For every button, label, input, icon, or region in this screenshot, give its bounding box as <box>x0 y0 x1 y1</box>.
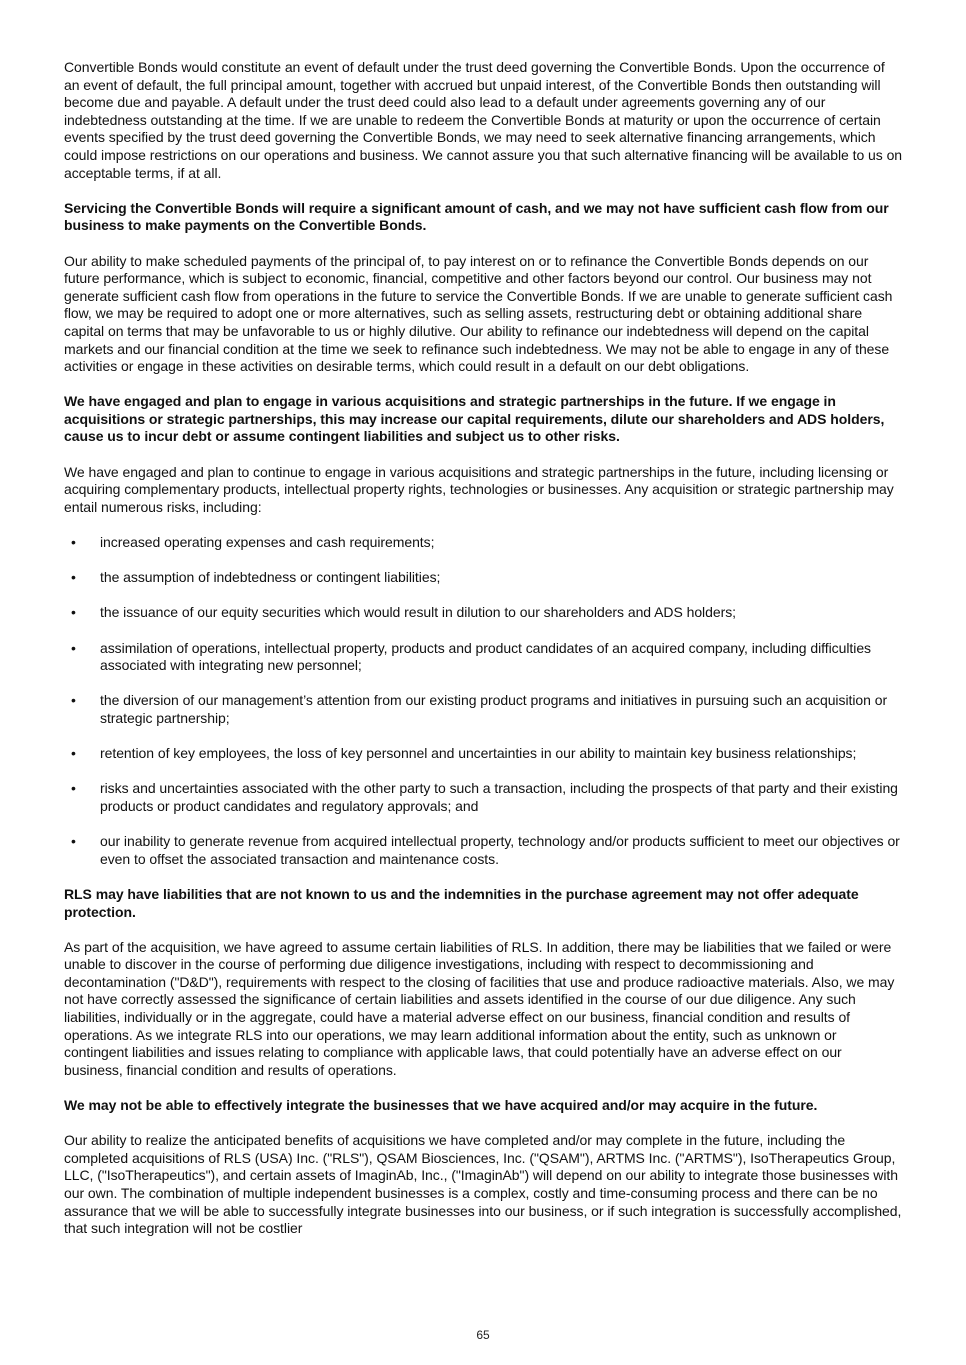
list-item <box>64 569 904 587</box>
risk-heading-integration: We may not be able to effectively integrate the businesses that we have acquired and/or may acquire in the future. <box>64 1097 818 1114</box>
bullet-icon: • <box>71 534 76 551</box>
list-item-text: risks and uncertainties associated with the other party to such a transaction, including the prospects of that party and their existing products or product candidates and regulatory approvals; and <box>100 780 898 814</box>
bullet-icon: • <box>71 833 76 850</box>
list-item-text: increased operating expenses and cash requirements; <box>100 534 435 551</box>
body-paragraph-5: Our ability to realize the anticipated benefits of acquisitions we have completed and/or may complete in the future, including the completed acquisitions of RLS (USA) Inc. ("RLS"), QSAM Biosciences, Inc. ("QSAM"), ARTMS Inc. ("ARTMS"), IsoTherapeutics Group, LLC, ("IsoTherapeutics"), and certain assets of ImaginAb, Inc., ("ImaginAb") will depend on our ability to integrate those businesses with our own. The combination of multiple independent businesses is a complex, costly and time-consuming process and there can be no assurance that we will be able to successfully integrate businesses into our business, or if such integration is successfully accomplished, that such integration will not be costlier <box>64 1132 902 1237</box>
page-number: 65 <box>476 1328 490 1342</box>
list-item-text: the assumption of indebtedness or contingent liabilities; <box>100 569 441 586</box>
risk-bullet-list <box>64 534 904 868</box>
list-item-text: our inability to generate revenue from acquired intellectual property, technology and/or products sufficient to meet our objectives or even to offset the associated transaction and maintenance costs. <box>100 833 900 867</box>
list-item <box>64 745 904 763</box>
bullet-icon: • <box>71 569 76 586</box>
bullet-icon: • <box>71 639 76 656</box>
bullet-icon: • <box>71 604 76 621</box>
risk-heading-servicing-bonds: Servicing the Convertible Bonds will require a significant amount of cash, and we may not have sufficient cash flow from our business to make payments on the Convertible Bonds. <box>64 199 889 234</box>
body-paragraph-3: We have engaged and plan to continue to engage in various acquisitions and strategic partnerships in the future, including licensing or acquiring complementary products, intellectual property rights, technologies or businesses. Any acquisition or strategic partnership may entail numerous risks, including: <box>64 463 894 515</box>
bullet-icon: • <box>71 745 76 762</box>
body-paragraph-1: Convertible Bonds would constitute an event of default under the trust deed governing the Convertible Bonds. Upon the occurrence of an event of default, the full principal amount, together with accrued but unpaid interest, of the Convertible Bonds then outstanding will become due and payable. A default under the trust deed could also lead to a default under agreements governing any of our indebtedness outstanding at the time. If we are unable to redeem the Convertible Bonds at maturity or upon the occurrence of certain events specified by the trust deed governing the Convertible Bonds, we may need to seek alternative financing arrangements, which could impose restrictions on our operations and business. We cannot assure you that such alternative financing will be available to us on acceptable terms, if at all. <box>64 59 903 181</box>
list-item <box>64 780 904 815</box>
body-paragraph-2: Our ability to make scheduled payments of the principal of, to pay interest on or to refinance the Convertible Bonds depends on our future performance, which is subject to economic, financial, competitive and other factors beyond our control. Our business may not generate sufficient cash flow from operations in the future to service the Convertible Bonds. If we are unable to generate sufficient cash flow, we may be required to adopt one or more alternatives, such as selling assets, restructuring debt or obtaining additional share capital on terms that may be unfavorable to us or highly dilutive. Our ability to refinance our indebtedness will depend on the capital markets and our financial condition at the time we seek to refinance such indebtedness. We may not be able to engage in any of these activities or engage in these activities on desirable terms, which could result in a default on our debt obligations. <box>64 252 893 375</box>
risk-heading-rls-liabilities: RLS may have liabilities that are not known to us and the indemnities in the purchase agreement may not offer adequate protection. <box>64 885 859 920</box>
document-page <box>64 59 904 1255</box>
risk-heading-acquisitions: We have engaged and plan to engage in various acquisitions and strategic partnerships in the future. If we engage in acquisitions or strategic partnerships, this may increase our capital requirements, dilute our shareholders and ADS holders, cause us to incur debt or assume contingent liabilities and subject us to other risks. <box>64 393 885 445</box>
list-item-text: the issuance of our equity securities which would result in dilution to our shareholders and ADS holders; <box>100 604 736 621</box>
list-item-text: retention of key employees, the loss of key personnel and uncertainties in our ability to maintain key business relationships; <box>100 745 857 762</box>
bullet-icon: • <box>71 780 76 797</box>
bullet-icon: • <box>71 692 76 709</box>
list-item <box>64 640 904 675</box>
list-item <box>64 604 904 622</box>
list-item-text: the diversion of our management’s attention from our existing product programs and initiatives in pursuing such an acquisition or strategic partnership; <box>100 692 888 726</box>
list-item <box>64 833 904 868</box>
list-item <box>64 692 904 727</box>
list-item-text: assimilation of operations, intellectual property, products and product candidates of an acquired company, including difficulties associated with integrating new personnel; <box>100 639 872 674</box>
list-item <box>64 534 904 552</box>
body-paragraph-4: As part of the acquisition, we have agreed to assume certain liabilities of RLS. In addition, there may be liabilities that we failed or were unable to discover in the course of performing due diligence investigations, including with respect to decommissioning and decontamination ("D&D"), requirements with respect to the closing of facilities that use and produce radioactive materials. Also, we may not have correctly assessed the significance of certain liabilities and assets identified in the course of our due diligence. Any such liabilities, individually or in the aggregate, could have a material adverse effect on our business, financial condition and results of operations. As we integrate RLS into our operations, we may learn additional information about the entity, such as unknown or contingent liabilities and issues relating to compliance with applicable laws, that could potentially have an adverse effect on our business, financial condition and results of operations. <box>64 938 895 1078</box>
